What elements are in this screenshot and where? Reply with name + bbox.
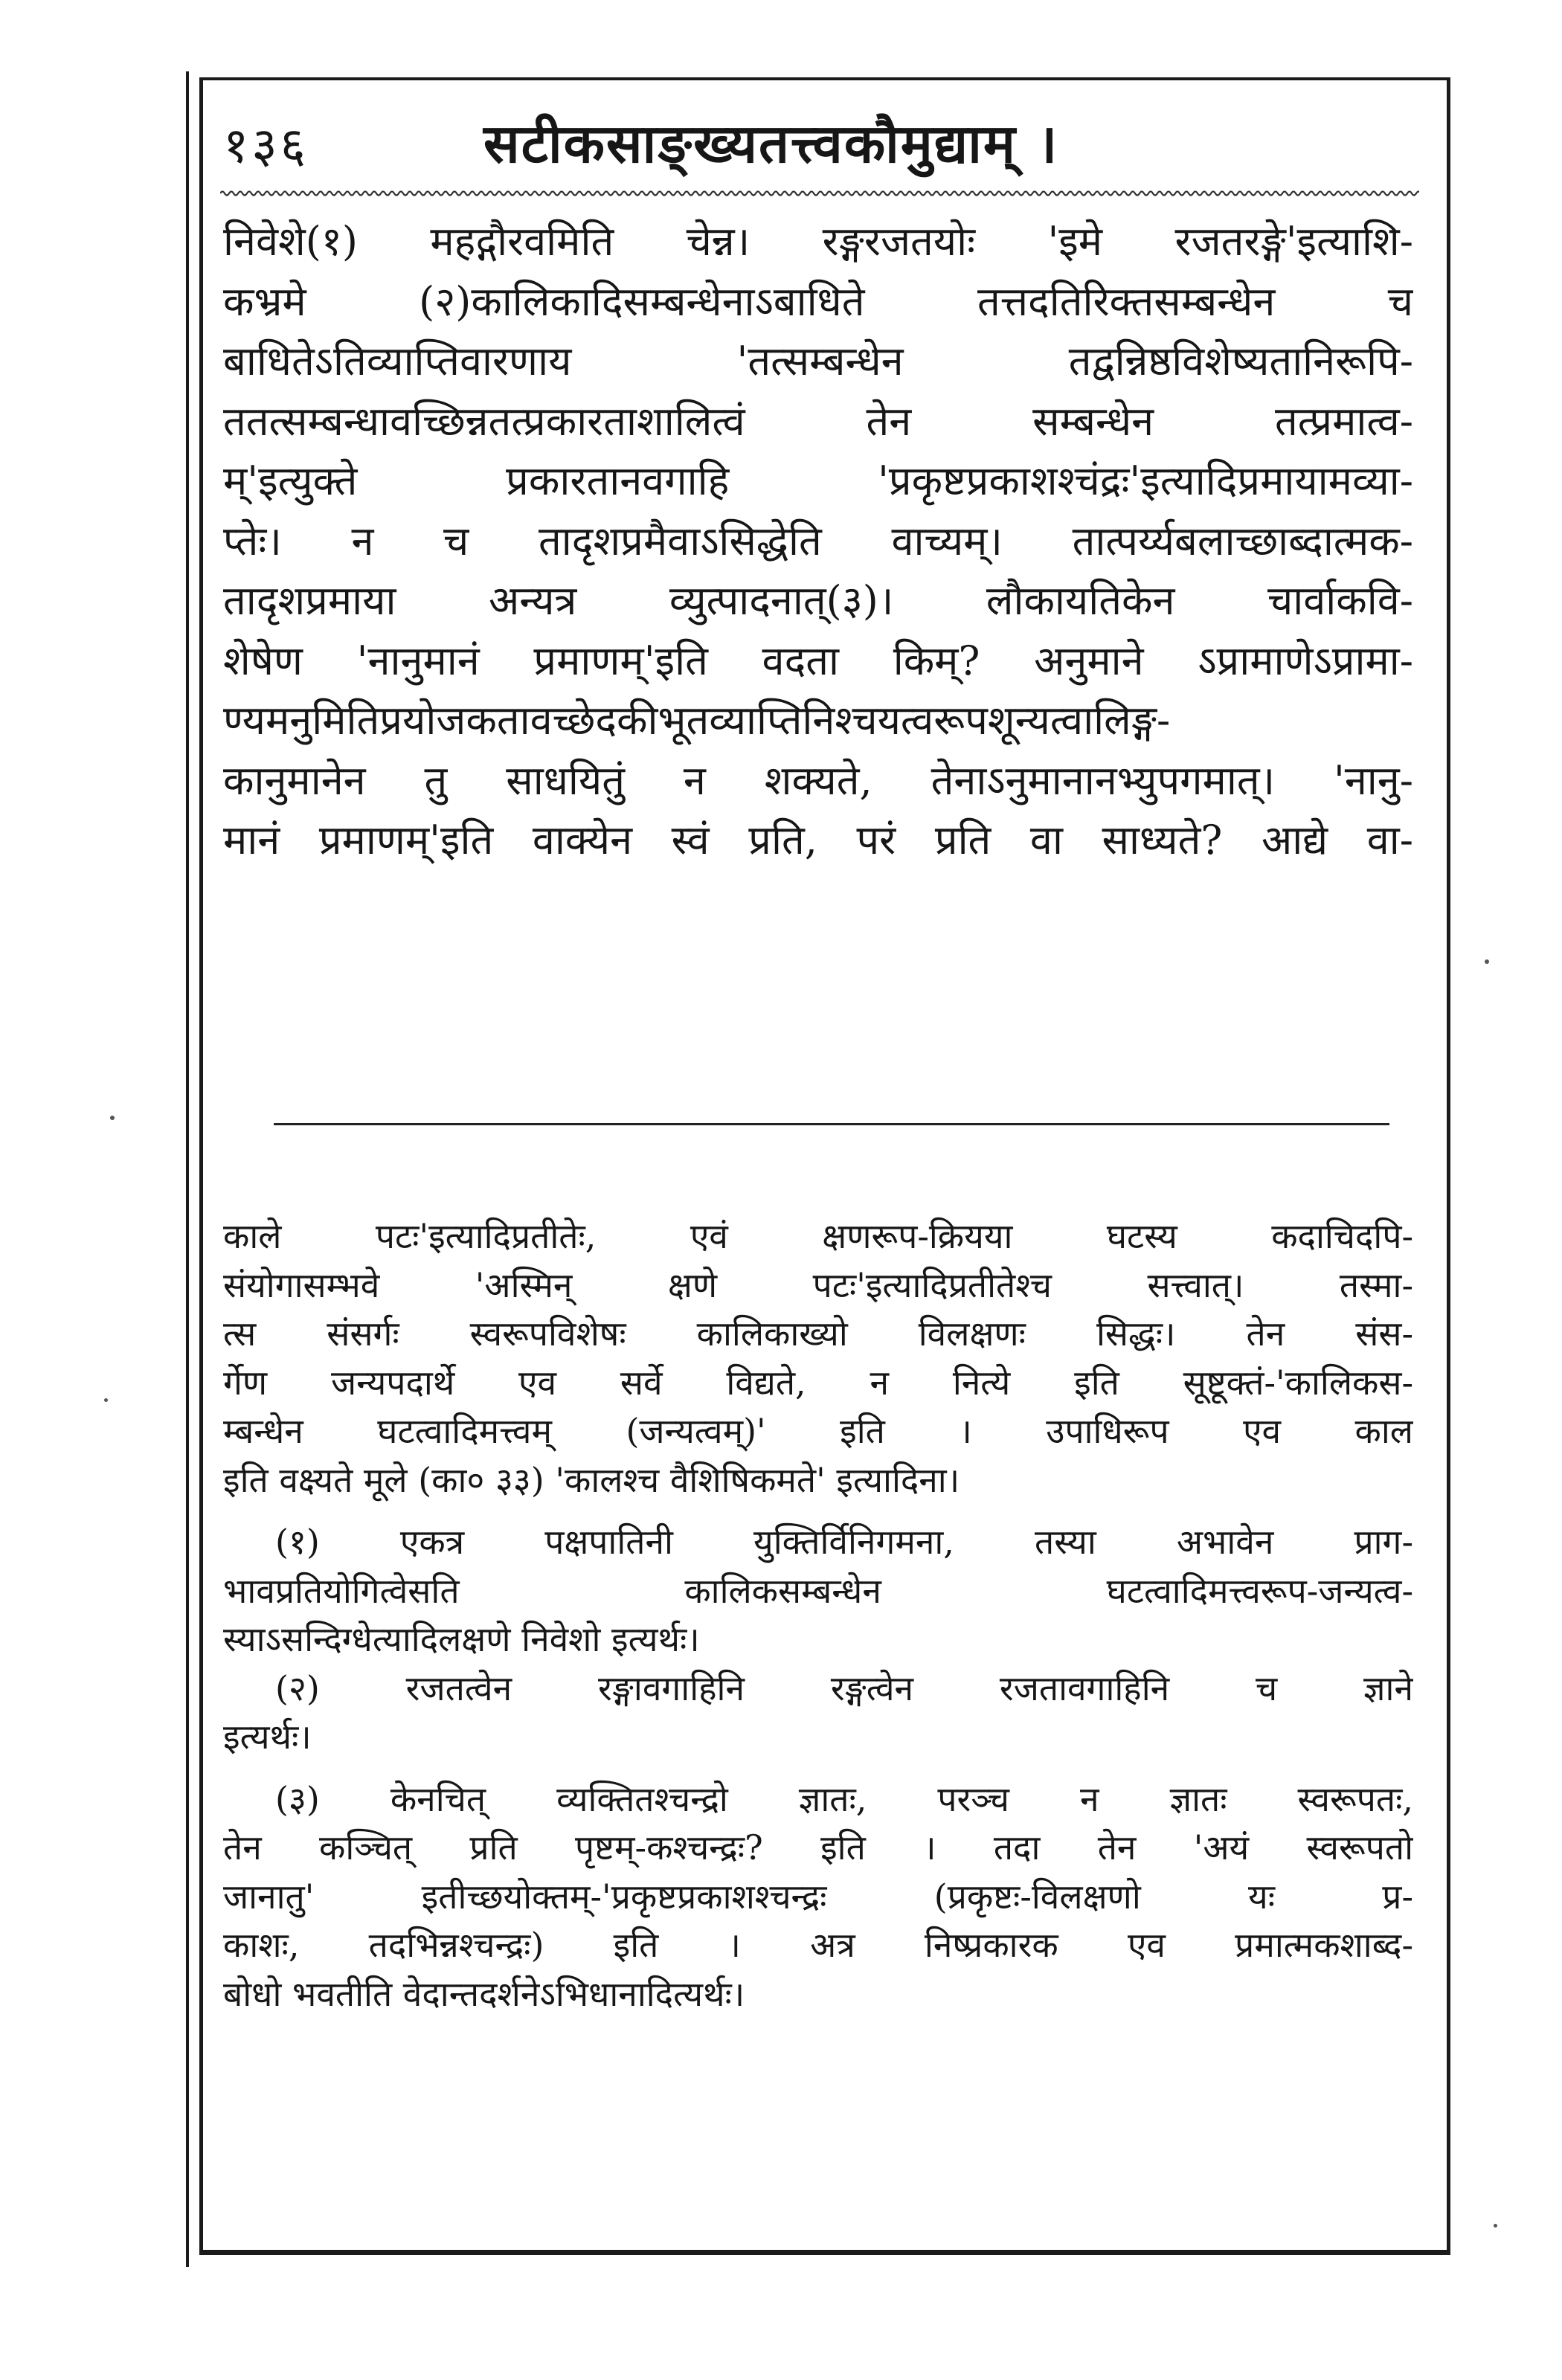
main-text-line: मानं प्रमाणम्'इति वाक्येन स्वं प्रति, परं प्रति वा साध्यते? आद्ये वा- <box>223 817 1413 863</box>
print-speck <box>1485 959 1489 964</box>
commentary-line: र्गेण जन्यपदार्थे एव सर्वे विद्यते, न नित्ये इति सूष्टूक्तं-'कालिकस- <box>223 1362 1413 1403</box>
footnote-gap <box>223 1762 1413 1775</box>
main-text-line: बाधितेऽतिव्याप्तिवारणाय 'तत्सम्बन्धेन तद्वन्निष्ठविशेष्यतानिरूपि- <box>223 338 1413 385</box>
main-text-line: कभ्रमे (२)कालिकादिसम्बन्धेनाऽबाधिते तत्तदतिरिक्तसम्बन्धेन च <box>223 277 1413 325</box>
main-text-line: म्'इत्युक्ते प्रकारतानवगाहि 'प्रकृष्टप्रकाशश्चंद्रः'इत्यादिप्रमायामव्या- <box>223 457 1413 504</box>
main-text-line: ततत्सम्बन्धावच्छिन्नतत्प्रकारताशालित्वं तेन सम्बन्धेन तत्प्रमात्व- <box>223 397 1413 445</box>
main-text-line: तादृशप्रमाया अन्यत्र व्युत्पादनात्(३)। लौकायतिकेन चार्वाकवि- <box>223 577 1413 624</box>
main-text-line: ण्यमनुमितिप्रयोजकतावच्छेदकीभूतव्याप्तिनिश्चयत्वरूपशून्यत्वालिङ्ग- <box>223 697 1171 744</box>
commentary-line: म्बन्धेन घटत्वादिमत्त्वम् (जन्यत्वम्)' इति । उपाधिरूप एव काल <box>223 1411 1413 1451</box>
main-text-line: शेषेण 'नानुमानं प्रमाणम्'इति वदता किम्? अनुमाने ऽप्रामाणेऽप्रामा- <box>223 637 1413 684</box>
running-title: सटीकसाङ्ख्यतत्त्वकौमुद्याम् । <box>483 112 1059 175</box>
commentary-line: त्स संसर्गः स्वरूपविशेषः कालिकाख्यो विलक्षणः सिद्धः। तेन संस- <box>223 1313 1413 1354</box>
footnote-3-line: तेन कञ्चित् प्रति पृष्टम्-कश्चन्द्रः? इति । तदा तेन 'अयं स्वरूपतो <box>223 1827 1413 1868</box>
commentary-line: संयोगासम्भवे 'अस्मिन् क्षणे पटः'इत्यादिप्रतीतेश्च सत्त्वात्। तस्मा- <box>223 1264 1413 1305</box>
commentary-block <box>223 1212 1413 2019</box>
commentary-line: इति वक्ष्यते मूले (का० ३३) 'कालश्च वैशिषिकमते' इत्यादिना। <box>223 1459 960 1500</box>
page-number: १३६ <box>223 117 309 174</box>
main-text-line: निवेशे(१) महद्गौरवमिति चेन्न। रङ्गरजतयोः 'इमे रजतरङ्गे'इत्याशि- <box>223 218 1413 265</box>
footnote-1-line: (१) एकत्र पक्षपातिनी युक्तिर्विनिगमना, तस्या अभावेन प्राग- <box>275 1522 1413 1562</box>
footnote-gap <box>223 1505 1413 1518</box>
page-header <box>223 89 1413 186</box>
commentary-line: काले पटः'इत्यादिप्रतीतेः, एवं क्षणरूप-क्रियया घटस्य कदाचिदपि- <box>223 1216 1413 1256</box>
print-speck <box>1494 2224 1497 2228</box>
footnote-2-line: (२) रजतत्वेन रङ्गावगाहिनि रङ्गत्वेन रजतावगाहिनि च ज्ञाने <box>275 1667 1413 1708</box>
footnote-3-line: (३) केनचित् व्यक्तितश्चन्द्रो ज्ञातः, परञ्च न ज्ञातः स्वरूपतः, <box>275 1778 1413 1819</box>
main-text-line: कानुमानेन तु साधयितुं न शक्यते, तेनाऽनुमानानभ्युपगमात्। 'नानु- <box>223 756 1413 804</box>
footnote-1-line: स्याऽसन्दिग्धेत्यादिलक्षणे निवेशो इत्यर्थः। <box>223 1619 700 1659</box>
wavy-header-rule <box>220 187 1419 199</box>
footnote-separator <box>274 1123 1389 1125</box>
footnote-3-line: काशः, तदभिन्नश्चन्द्रः) इति । अत्र निष्प्रकारक एव प्रमात्मकशाब्द- <box>223 1925 1413 1965</box>
footnote-3-line: जानातु' इतीच्छयोक्तम्-'प्रकृष्टप्रकाशश्चन्द्रः (प्रकृष्टः-विलक्षणो यः प्र- <box>223 1876 1413 1917</box>
footnote-1-line: भावप्रतियोगित्वेसति कालिकसम्बन्धेन घटत्वादिमत्त्वरूप-जन्यत्व- <box>223 1570 1413 1611</box>
main-text-line: प्तेः। न च तादृशप्रमैवाऽसिद्धेति वाच्यम्। तात्पर्य्यबलाच्छाब्दात्मक- <box>223 517 1413 565</box>
print-speck <box>110 1116 115 1120</box>
outer-left-rule <box>186 71 189 2267</box>
main-text-block <box>223 212 1413 871</box>
print-speck <box>104 1398 108 1402</box>
footnote-2-line: इत्यर्थः। <box>223 1717 312 1757</box>
footnote-3-line: बोधो भवतीति वेदान्तदर्शनेऽभिधानादित्यर्थः। <box>223 1973 745 2014</box>
